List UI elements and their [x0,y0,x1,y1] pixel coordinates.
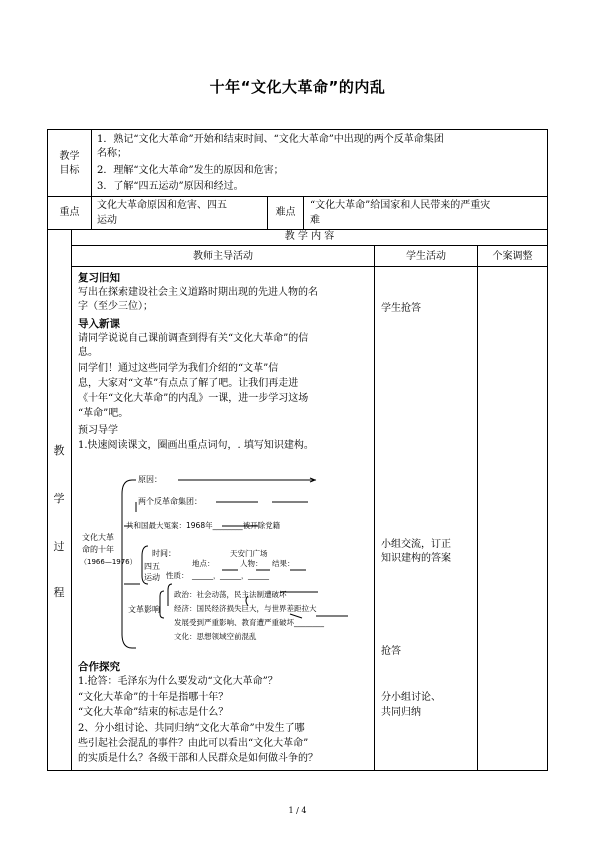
diagram-april5-people: 人物： [240,559,263,568]
process-label-char: 程 [53,586,65,599]
intro-heading: 导入新课 [78,318,120,330]
diagram-counter-detail: 共和国最大冤案：1968年________被开除党籍 [126,521,281,530]
objective-line: 名称； [97,148,127,159]
review-line: 写出在探索建设社会主义道路时期出现的先进人物的名 [78,287,318,298]
review-line: 字（至少三位）； [78,301,153,312]
objective-line: 1．熟记“文化大革命”开始和结束时间、“文化大革命”中出现的两个反革命集团 [97,134,444,145]
keypoint-label: 重点 [59,207,80,218]
diagram-harm-label: 文革影响 [128,605,160,614]
coop-line: 的实质是什么？各级干部和人民群众是如何做斗争的？ [78,753,318,764]
objective-line: 3．了解“四五运动”原因和经过。 [97,181,244,192]
diagram-harm-line: 经济：国民经济损失巨大，与世界差距拉大 [174,604,317,613]
intro-line: 请同学说说自己课前调查到得有关“文化大革命”的信 [78,333,309,344]
objective-line: 2．理解“文化大革命”发生的原因和危害； [97,165,284,176]
diagram-april5-label: 四五 [144,562,160,571]
diagram-root-line: 文化大革 [82,533,114,542]
diagram-counter-groups: 两个反革命集团： [138,497,202,506]
student-activity: 知识建构的答案 [381,553,451,564]
student-activity: 共同归纳 [381,707,421,718]
review-heading: 复习旧知 [78,272,120,284]
process-label-char: 过 [53,540,65,553]
diagram-harm-line: 政治：社会动荡，民主法制遭破坏 [174,590,287,599]
coop-line: 2、分小组讨论、共同归纳“文化大革命”中发生了哪 [78,723,305,734]
diagram-april5-mid: 天安门广场 [230,549,268,558]
teacher-column-header: 教师主导活动 [193,251,253,262]
adjust-column-cell [477,245,548,771]
diagram-harm-line: 文化：思想领域空前混乱 [174,632,257,641]
keypoint-line: 运动 [97,215,117,226]
diagram-root-line: 命的十年 [82,545,114,554]
coop-heading: 合作探究 [78,661,120,673]
diagram-april5-time: 时间： [152,549,176,558]
difficulty-line: 难 [310,215,320,226]
diagram-april5-inner: ______，______，______ [192,572,269,580]
intro-line: 1.快速阅读课文，圈画出重点词句，. 填写知识建构。 [78,440,314,451]
student-activity: 分小组讨论、 [381,692,441,703]
process-label-char: 教 [53,444,65,457]
knowledge-structure-diagram [80,466,370,658]
diagram-harm-line: 发展受到严重影响、教育遭严重破坏________ [174,618,324,627]
diagram-april5-place: 地点： [192,559,215,568]
intro-line: “革命”吧。 [78,408,129,419]
diagram-april5-sub: 运动 [144,573,160,582]
difficulty-line: “文化大革命”给国家和人民带来的严重灾 [310,200,491,211]
page-title: 十年“文化大革命”的内乱 [209,78,386,96]
diagram-april5-inner: 性质： [166,571,189,580]
process-label-char: 学 [53,492,65,505]
student-activity: 学生抢答 [381,303,421,314]
intro-line: 息。 [78,347,98,358]
diagram-cause: 原因： [138,475,162,484]
intro-line: 《十年“文化大革命”的内乱》一课，进一步学习这场 [78,393,309,404]
student-column-header: 学生活动 [406,251,446,262]
coop-line: 1.抢答：毛泽东为什么要发动“文化大革命”？ [78,676,278,687]
difficulty-label: 难点 [275,207,296,218]
student-activity: 抢答 [381,646,401,657]
intro-line: 预习导学 [78,425,118,436]
intro-line: 息，大家对“文革”有点点了解了吧。让我们再走进 [78,378,299,389]
coop-line: 些引起社会混乱的事件？由此可以看出“文化大革命” [78,738,309,749]
page-number: 1 / 4 [288,806,307,815]
coop-line: “文化大革命”结束的标志是什么？ [78,707,229,718]
diagram-root-line: （1966—1976） [80,558,137,566]
objectives-label-1: 教学 [59,151,80,162]
objectives-label-2: 目标 [59,165,80,176]
diagram-april5-result: 结果： [272,559,295,568]
keypoint-line: 文化大革命原因和危害、四五 [97,200,227,211]
content-header: 教 学 内 容 [284,231,335,242]
adjust-column-header: 个案调整 [492,251,533,262]
intro-line: 同学们！通过这些同学为我们介绍的“文革”信 [78,363,279,374]
coop-line: “文化大革命”的十年是指哪十年？ [78,692,229,703]
student-activity: 小组交流，订正 [381,539,451,550]
